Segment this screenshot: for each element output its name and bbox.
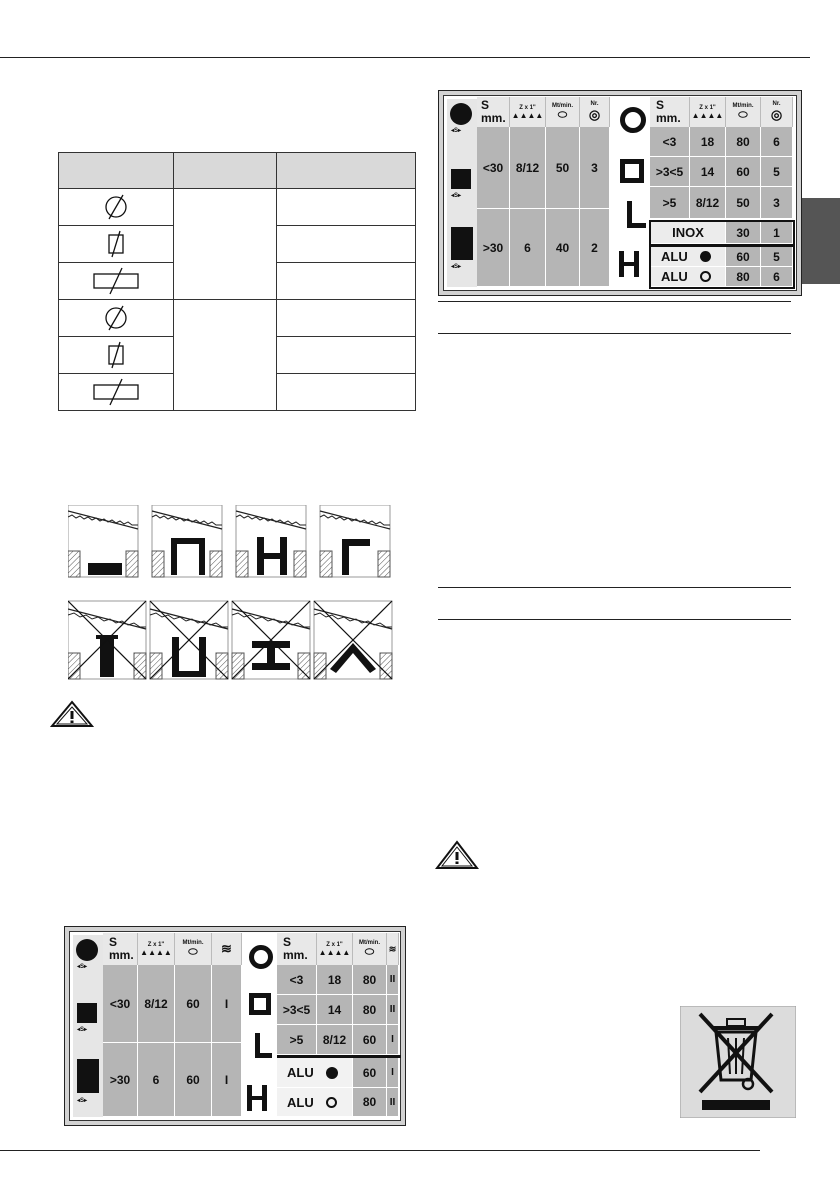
tube-round-icon: [620, 107, 646, 133]
cell: >5: [277, 1025, 317, 1055]
cell: I: [387, 1025, 399, 1055]
cell: 18: [317, 965, 353, 995]
header-speed: Mt/min.: [732, 102, 754, 109]
cut-table-header-2: [174, 153, 277, 189]
blade-speed-icon: ⬭: [557, 108, 568, 121]
header-mm: mm.: [109, 948, 134, 962]
header-mm: mm.: [283, 948, 308, 962]
header-speed: Mt/min.: [359, 939, 380, 946]
cell: 40: [546, 209, 580, 287]
rectangle-section-icon: [59, 374, 174, 411]
clamp-angle-apex-wrong: [314, 601, 392, 679]
cell: 8/12: [690, 187, 726, 219]
cell: 60: [175, 1043, 212, 1117]
tube-round-icon: [326, 1097, 337, 1108]
cell: 3: [761, 187, 793, 219]
solid-round-icon: [700, 251, 711, 262]
cell: 80: [353, 1088, 387, 1117]
solid-rectangle-icon: [77, 1059, 99, 1093]
round-section-icon: [59, 189, 174, 226]
cell: 6: [761, 267, 793, 287]
header-rule: [0, 57, 810, 58]
cell: 50: [546, 127, 580, 209]
blade-set-icon: ≋: [388, 943, 397, 954]
cell: <30: [103, 965, 138, 1043]
section-rule: [438, 619, 791, 620]
cut-table-header-1: [59, 153, 174, 189]
cell: <3: [277, 965, 317, 995]
cell: 80: [726, 267, 761, 287]
cell: 60: [726, 247, 761, 267]
clamping-diagrams: [68, 505, 393, 680]
header-s: S: [109, 935, 118, 949]
cell: 80: [353, 965, 387, 995]
saw-teeth-icon: ▲▲▲▲: [140, 947, 172, 957]
header-teeth: Z x 1": [699, 104, 716, 111]
speed-table-bottom: [64, 926, 406, 1126]
cell: 6: [761, 127, 793, 157]
cell: 60: [353, 1025, 387, 1055]
saw-teeth-icon: ▲▲▲▲: [691, 110, 724, 120]
thickness-arrow-icon: ◂S▸: [77, 1027, 88, 1033]
header-teeth: Z x 1": [519, 104, 536, 111]
header-nr: Nr.: [590, 101, 599, 107]
solid-round-icon: [450, 103, 472, 125]
clamp-h-beam-ok: [236, 505, 306, 577]
clamp-channel-ok: [152, 505, 222, 577]
speed-table-top: [438, 90, 802, 296]
solid-rectangle-icon: [451, 227, 473, 260]
cut-table-cell: [277, 226, 416, 263]
cell: 14: [317, 995, 353, 1025]
cell: 8/12: [138, 965, 175, 1043]
material-alu-solid: ALU: [287, 1065, 314, 1080]
blade-speed-icon: ⬭: [738, 108, 748, 121]
section-rule: [438, 333, 791, 334]
material-inox: INOX: [651, 222, 726, 244]
cut-table: [58, 152, 416, 411]
cell: 6: [138, 1043, 175, 1117]
solid-round-icon: [76, 939, 98, 961]
warning-triangle-icon: [435, 840, 479, 870]
section-tab: [801, 198, 840, 284]
square-section-icon: [59, 337, 174, 374]
cut-table-header-3: [277, 153, 416, 189]
cell: 2: [580, 209, 610, 287]
header-s: S: [283, 935, 292, 949]
blade-speed-icon: ⬭: [188, 945, 198, 958]
clamp-beam-vertical-wrong: [68, 601, 146, 679]
tube-square-icon: [620, 159, 644, 183]
angle-profile-icon: [255, 1033, 272, 1058]
thickness-arrow-icon: ◂S▸: [77, 1098, 88, 1104]
cell: 60: [175, 965, 212, 1043]
header-s: S: [656, 98, 665, 112]
cell: 8/12: [317, 1025, 353, 1055]
cell: 8/12: [510, 127, 546, 209]
thickness-arrow-icon: ◂S▸: [451, 128, 462, 134]
section-rule: [438, 301, 791, 302]
cell: >30: [103, 1043, 138, 1117]
cell: 80: [726, 127, 761, 157]
cell: 18: [690, 127, 726, 157]
cell: 3: [580, 127, 610, 209]
cell: 60: [353, 1058, 387, 1088]
round-section-icon: [59, 300, 174, 337]
cell: <3: [650, 127, 690, 157]
cut-table-cell: [277, 337, 416, 374]
crossed-bin-weee-icon: [680, 1006, 796, 1118]
clamp-i-beam-wrong: [232, 601, 310, 679]
cell: I: [212, 965, 242, 1043]
cell: II: [387, 1088, 399, 1117]
clamp-angle-ok: [320, 505, 390, 577]
cut-table-group-2: [174, 300, 277, 411]
cell: 1: [761, 222, 793, 244]
cell: 50: [726, 187, 761, 219]
warning-triangle-icon: [50, 700, 94, 728]
blade-speed-icon: ⬭: [364, 945, 375, 958]
cell: 30: [726, 222, 761, 244]
thickness-arrow-icon: ◂S▸: [451, 264, 462, 270]
h-profile-icon: [619, 251, 639, 277]
solid-square-icon: [77, 1003, 97, 1023]
header-mm: mm.: [656, 111, 681, 125]
header-nr: Nr.: [772, 101, 781, 107]
tube-round-icon: [700, 271, 711, 282]
cell: 14: [690, 157, 726, 187]
cell: 5: [761, 247, 793, 267]
cell: 5: [761, 157, 793, 187]
cut-table-cell: [277, 300, 416, 337]
speed-dial-icon: ◎: [588, 107, 601, 122]
cut-table-cell: [277, 189, 416, 226]
speed-dial-icon: ◎: [770, 107, 783, 122]
blade-set-icon: ≋: [221, 941, 232, 956]
thickness-arrow-icon: ◂S▸: [451, 193, 462, 199]
cell: II: [387, 965, 399, 995]
tube-round-icon: [249, 945, 273, 969]
cell: 80: [353, 995, 387, 1025]
square-section-icon: [59, 226, 174, 263]
rectangle-section-icon: [59, 263, 174, 300]
cell: II: [387, 995, 399, 1025]
cell: I: [387, 1058, 399, 1088]
cell: <30: [477, 127, 510, 209]
material-alu-tube: ALU: [661, 269, 688, 284]
cell: >3<5: [650, 157, 690, 187]
cell: 6: [510, 209, 546, 287]
section-rule: [438, 587, 791, 588]
header-s: S: [481, 98, 490, 112]
clamp-flat-bar-ok: [68, 505, 138, 577]
cell: I: [212, 1043, 242, 1117]
material-alu-tube: ALU: [287, 1094, 314, 1110]
solid-square-icon: [451, 169, 471, 189]
h-profile-icon: [247, 1085, 267, 1111]
cell: >30: [477, 209, 510, 287]
clamp-channel-open-wrong: [150, 601, 228, 679]
saw-teeth-icon: ▲▲▲▲: [511, 110, 544, 120]
cut-table-group-1: [174, 189, 277, 300]
footer-rule: [0, 1150, 760, 1151]
header-teeth: Z x 1": [326, 941, 343, 948]
cut-table-cell: [277, 263, 416, 300]
saw-teeth-icon: ▲▲▲▲: [318, 947, 351, 957]
header-speed: Mt/min.: [552, 102, 573, 109]
cut-table-cell: [277, 374, 416, 411]
cell: >3<5: [277, 995, 317, 1025]
cell: >5: [650, 187, 690, 219]
angle-profile-icon: [627, 201, 646, 228]
header-teeth: Z x 1": [147, 941, 165, 948]
thickness-arrow-icon: ◂S▸: [77, 964, 88, 970]
tube-square-icon: [249, 993, 271, 1015]
solid-round-icon: [326, 1067, 338, 1079]
header-speed: Mt/min.: [182, 939, 204, 946]
cell: 60: [726, 157, 761, 187]
header-mm: mm.: [481, 111, 506, 125]
material-alu-solid: ALU: [661, 249, 688, 264]
